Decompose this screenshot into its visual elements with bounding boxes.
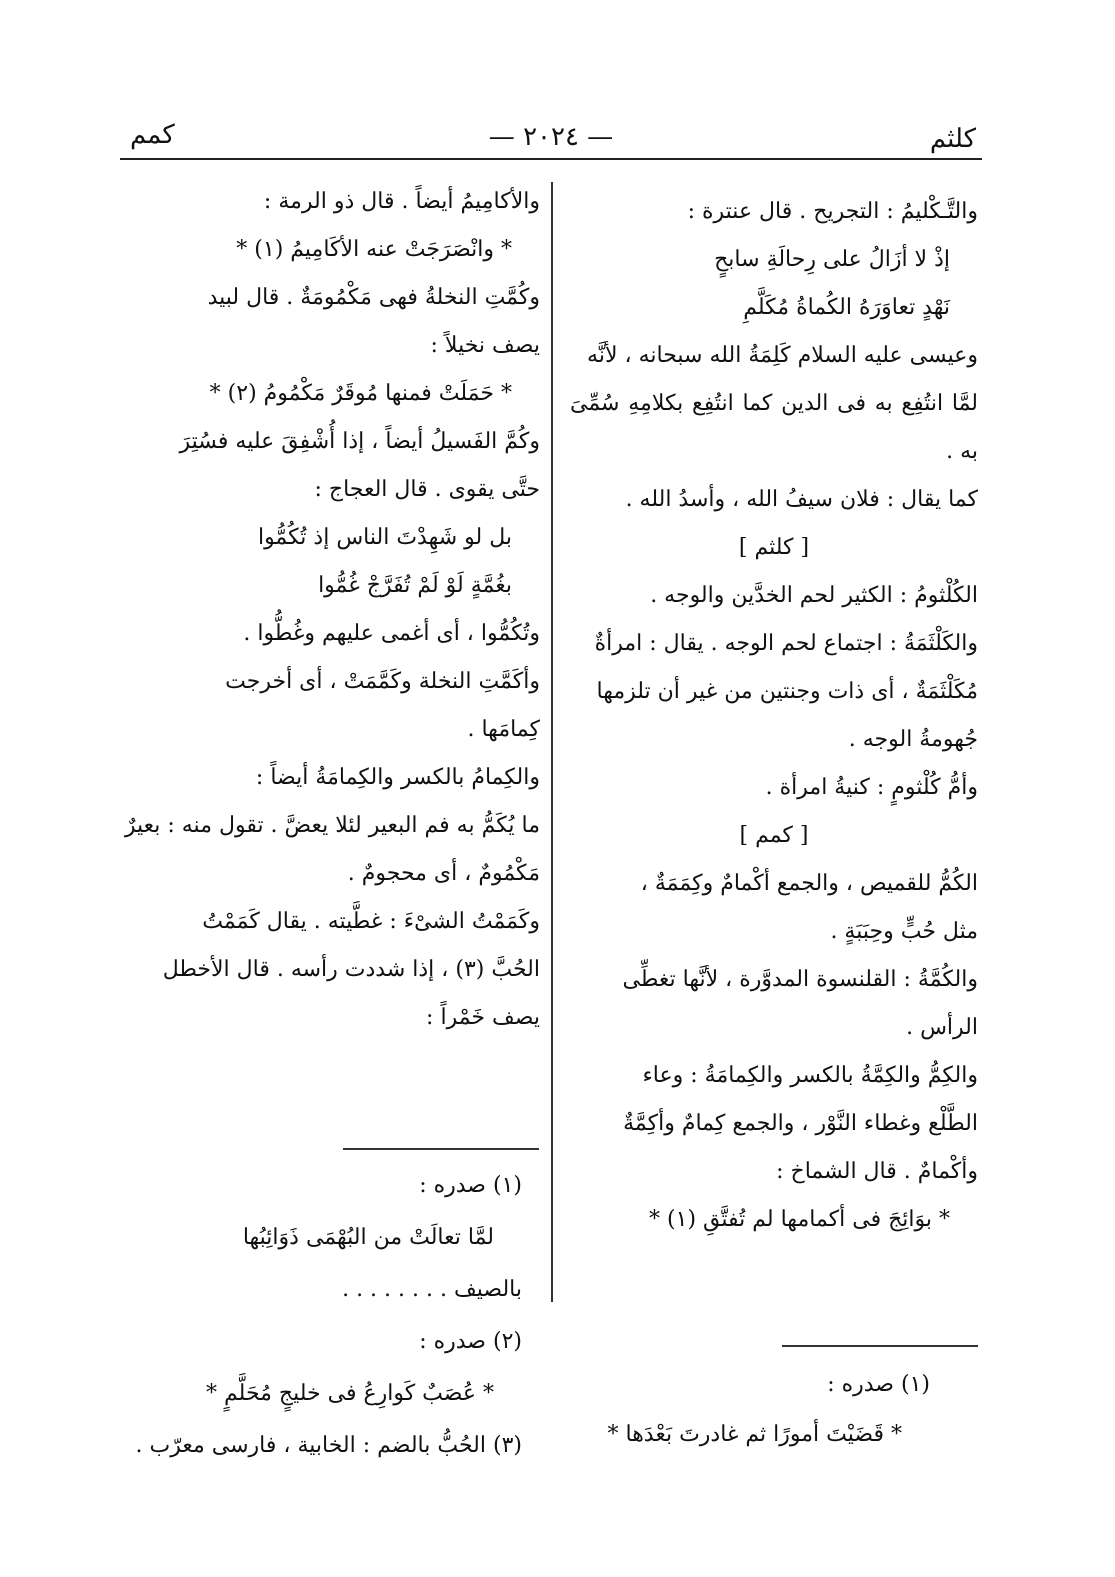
verse-line: بل لو شَهِدْتَ الناس إذ تُكُمُّوا — [257, 525, 512, 550]
text-line: الكُلْثومُ : الكثير لحم الخدَّين والوجه . — [650, 583, 978, 608]
footnote-rule-left — [343, 1148, 539, 1150]
text-line: حتَّى يقوى . قال العجاج : — [314, 477, 540, 502]
text-line: وأكَمَّتِ النخلة وكَمَّمَتْ ، أى أخرجت — [225, 669, 540, 694]
footnote-line: (١) صدره : — [827, 1372, 930, 1397]
text-line: وعيسى عليه السلام كَلِمَةُ الله سبحانه ، لأنَّه — [587, 343, 978, 368]
footnote-rule-right — [782, 1345, 978, 1347]
footnote-verse: لمَّا تعالَتْ من البُهْمَى ذَوَائِبُها — [242, 1225, 494, 1250]
text-line: والكِمامُ بالكسر والكِمامَةُ أيضاً : — [255, 765, 540, 790]
text-line: وكُمَّتِ النخلةُ فهى مَكْمُومَةٌ . قال لبيد — [207, 285, 540, 310]
right-footnotes — [570, 1360, 930, 1460]
text-line: لمَّا انتُفِع به فى الدين كما انتُفِع بكلامِهِ سُمِّىَ به . — [570, 391, 978, 464]
section-title-kalthm: [ كلثم ] — [738, 535, 810, 560]
footnote-line: (٢) صدره : — [419, 1329, 522, 1354]
text-line: والكِمُّ والكِمَّةُ بالكسر والكِمامَةُ : وعاء — [642, 1063, 978, 1088]
text-line: كِمامَها . — [467, 717, 540, 742]
page-header — [120, 118, 982, 162]
text-line: كما يقال : فلان سيفُ الله ، وأسدُ الله . — [625, 487, 978, 512]
text-line: جُهومةُ الوجه . — [848, 727, 978, 752]
verse-line: بغُمَّةٍ لَوْ لَمْ تُفَرَّجْ غُمُّوا — [318, 573, 512, 598]
text-line: والتَّـكْليمُ : التجريح . قال عنترة : — [687, 199, 978, 224]
text-line: والأكامِيمُ أيضاً . قال ذو الرمة : — [263, 189, 540, 214]
text-line: وأمُّ كُلْثومٍ : كنيةُ امرأة . — [765, 775, 978, 800]
footnote-line: (١) صدره : — [419, 1173, 522, 1198]
text-line: يصف نخيلاً : — [430, 333, 540, 358]
text-line: الطَّلْع وغطاء النَّوْر ، والجمع كِمامٌ وأكِمَّةٌ — [623, 1111, 978, 1136]
text-line: الحُبَّ (٣) ، إذا شددت رأسه . قال الأخطل — [162, 957, 540, 982]
verse-line: إذْ لا أزَالُ على رِحالَةِ سابحٍ — [714, 247, 950, 272]
text-line: مثل حُبٍّ وحِبَبَةٍ . — [830, 919, 978, 944]
right-column — [570, 188, 978, 1244]
verse-line: نَهْدٍ تعاوَرَهُ الكُماةُ مُكَلَّمِ — [743, 295, 950, 320]
header-rule — [120, 158, 982, 160]
header-entry-word: كلثم — [929, 124, 976, 154]
text-line: وكُمَّ الفَسيلُ أيضاً ، إذا أُشْفِقَ عليه فسُتِرَ — [179, 429, 540, 454]
text-line: وكَمَمْتُ الشىْءَ : غطَّيته . يقال كَمَمْتُ — [202, 909, 540, 934]
footnote-line: (٣) الحُبُّ بالضم : الخابية ، فارسى معرّب . — [135, 1433, 522, 1458]
text-line: والكَلْثَمَةُ : اجتماع لحم الوجه . يقال : امرأةٌ — [594, 631, 978, 656]
footnote-verse: * عُصَبٌ كَوارِعُ فى خليجٍ مُحَلَّمٍ * — [206, 1381, 494, 1406]
footnote-verse: * قَضَيْتَ أمورًا ثم غادرتَ بَعْدَها * — [607, 1422, 902, 1447]
verse-line: * بوَائِجَ فى أكمامها لم تُفتَّقِ (١) * — [649, 1207, 950, 1232]
left-column — [122, 178, 540, 1042]
text-line: ما يُكَمُّ به فم البعير لئلا يعضَّ . تقول منه : بعيرٌ — [124, 813, 540, 838]
verse-line: * حَمَلَتْ فمنها مُوقَرٌ مَكْمُومُ (٢) * — [209, 381, 512, 406]
text-line: الرأس . — [906, 1015, 978, 1040]
text-line: والكُمَّةُ : القلنسوة المدوَّرة ، لأنَّها تغطِّى — [622, 967, 978, 992]
page-number: — ٢٠٢٤ — — [488, 122, 614, 152]
text-line: مَكْمُومٌ ، أى محجومٌ . — [347, 861, 540, 886]
verse-line: * وانْصَرَجَتْ عنه الأكَامِيمُ (١) * — [236, 237, 512, 262]
column-divider — [551, 182, 553, 1302]
text-line: مُكَلْثَمَةٌ ، أى ذات وجنتين من غير أن تلزمها — [596, 679, 978, 704]
footnote-verse: بالصيف . . . . . . . . — [342, 1277, 522, 1302]
header-next-word: كمم — [130, 120, 175, 150]
text-line: وتُكُمُّوا ، أى أغمى عليهم وغُطُّوا . — [243, 621, 540, 646]
text-line: الكُمُّ للقميص ، والجمع أكْمامٌ وكِمَمَةٌ ، — [640, 871, 978, 896]
text-line: وأكْمامٌ . قال الشماخ : — [776, 1159, 978, 1184]
left-footnotes — [122, 1160, 522, 1472]
text-line: يصف خَمْراً : — [426, 1005, 540, 1030]
section-title-kmm: [ كمم ] — [739, 823, 809, 848]
